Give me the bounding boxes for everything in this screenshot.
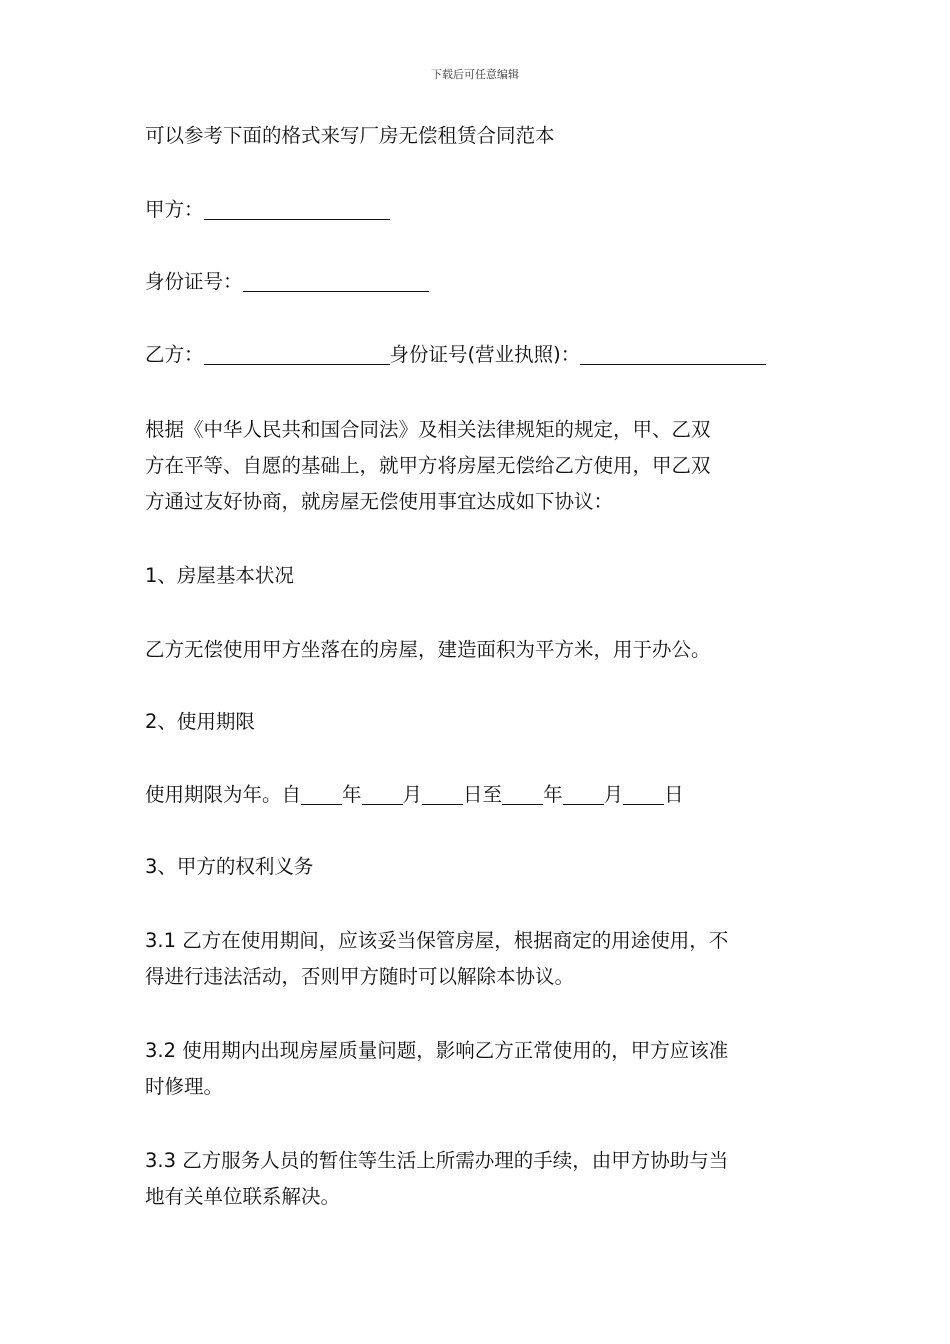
year-label: 年 [342, 783, 362, 806]
intro-line: 根据《中华人民共和国合同法》及相关法律规矩的规定，甲、乙双 [145, 418, 711, 441]
usage-period-prefix: 使用期限为年。自 [145, 783, 302, 806]
intro-line: 方通过友好协商，就房屋无偿使用事宜达成如下协议： [145, 490, 614, 513]
clause-line: 地有关单位联系解决。 [145, 1185, 341, 1208]
document-title: 可以参考下面的格式来写厂房无偿租赁合同范本 [145, 124, 555, 147]
clause-line: 时修理。 [145, 1075, 224, 1098]
clause-line: 3.1 乙方在使用期间，应该妥当保管房屋，根据商定的用途使用，不 [145, 929, 729, 952]
end-day-blank [623, 784, 664, 805]
section-1-text: 乙方无偿使用甲方坐落在的房屋，建造面积为平方米，用于办公。 [145, 638, 711, 661]
id-number-line [145, 264, 809, 300]
end-year-blank [502, 784, 543, 805]
party-b-id-blank [580, 344, 766, 365]
end-month-blank [563, 784, 604, 805]
start-day-blank [422, 784, 463, 805]
month-label: 月 [603, 783, 624, 806]
party-b-line [145, 337, 809, 373]
party-b-id-label: 身份证号(营业执照)： [389, 343, 581, 366]
clause-3-1 [145, 923, 809, 995]
clause-line: 3.2 使用期内出现房屋质量问题，影响乙方正常使用的，甲方应该准 [145, 1039, 729, 1062]
section-1-heading: 1、房屋基本状况 [145, 564, 294, 587]
clause-3-3 [145, 1143, 809, 1215]
day-label: 日 [664, 783, 684, 806]
party-a-label: 甲方： [145, 198, 204, 221]
clause-line: 3.3 乙方服务人员的暂住等生活上所需办理的手续，由甲方协助与当 [145, 1149, 729, 1172]
intro-line: 方在平等、自愿的基础上，就甲方将房屋无偿给乙方使用，甲乙双 [145, 454, 711, 477]
section-3-heading: 3、甲方的权利义务 [145, 855, 314, 878]
start-year-blank [301, 784, 342, 805]
usage-period-line [145, 777, 809, 813]
day-to-label: 日至 [463, 783, 503, 806]
party-b-label: 乙方： [145, 343, 204, 366]
clause-line: 得进行违法活动，否则甲方随时可以解除本协议。 [145, 965, 575, 988]
clause-3-2 [145, 1033, 809, 1105]
party-a-line [145, 192, 809, 228]
page-header-note: 下载后可任意编辑 [431, 68, 519, 81]
id-number-blank [243, 271, 429, 292]
section-2-heading: 2、使用期限 [145, 710, 255, 733]
month-label: 月 [402, 783, 423, 806]
year-label: 年 [543, 783, 563, 806]
party-b-blank [204, 344, 390, 365]
intro-paragraph [145, 412, 809, 520]
start-month-blank [362, 784, 403, 805]
id-number-label: 身份证号： [145, 270, 243, 293]
party-a-blank [204, 199, 390, 220]
